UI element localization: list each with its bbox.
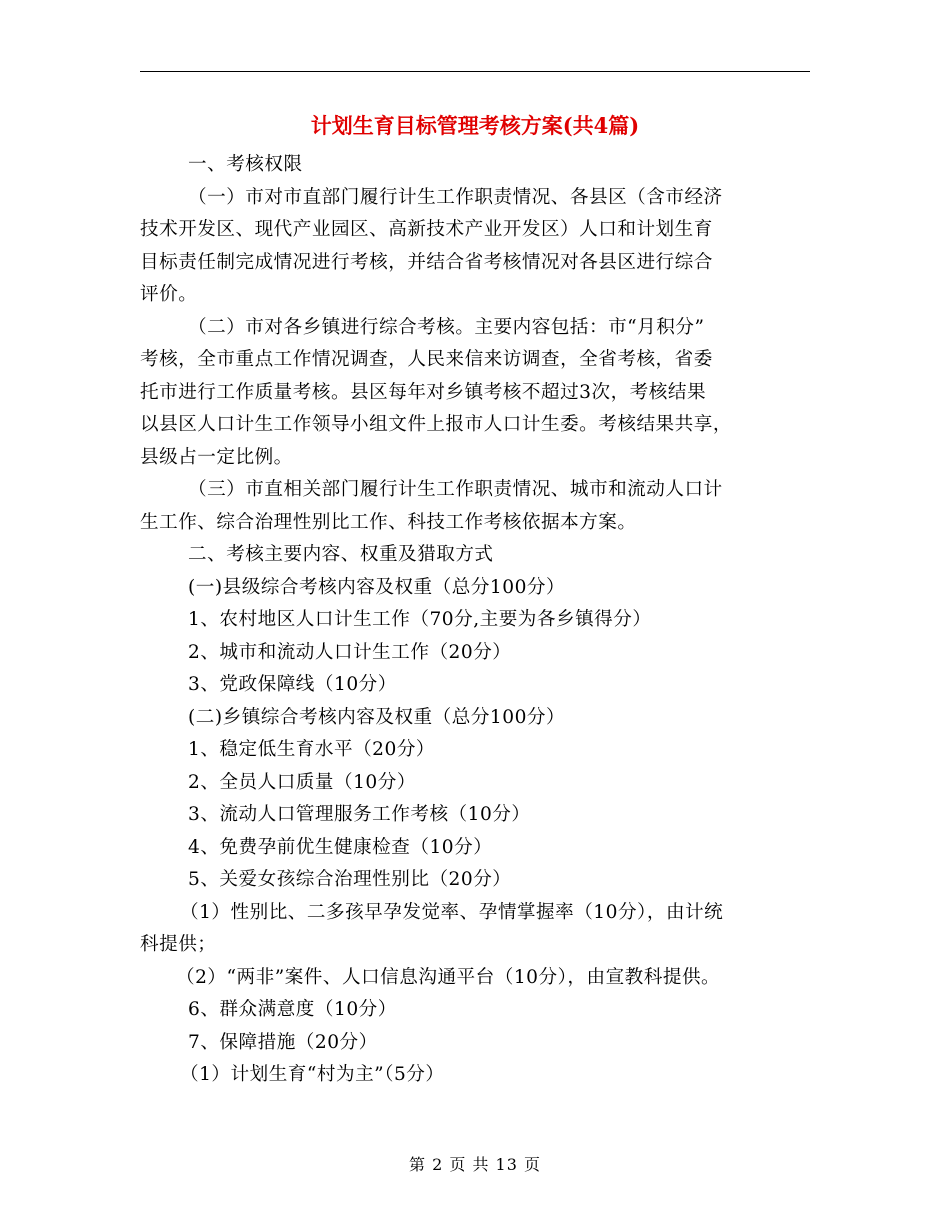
section-heading: 一、考核权限 — [188, 154, 303, 175]
paragraph-line: 考核，全市重点工作情况调查，人民来信来访调查，全省考核，省委 — [140, 349, 713, 370]
subsection-heading: (二)乡镇综合考核内容及权重（总分100分） — [188, 706, 566, 728]
header-rule — [140, 71, 810, 72]
list-item: 2、全员人口质量（10分） — [188, 771, 416, 793]
paragraph-line: 以县区人口计生工作领导小组文件上报市人口计生委。考核结果共享， — [140, 414, 732, 435]
subsection-heading: (一)县级综合考核内容及权重（总分100分） — [188, 576, 566, 598]
list-item: 1、稳定低生育水平（20分） — [188, 739, 436, 760]
paragraph-line: 目标责任制完成情况进行考核，并结合省考核情况对各县区进行综合 — [140, 251, 713, 273]
list-item: 6、群众满意度（10分） — [188, 999, 397, 1020]
paragraph-line: 评价。 — [140, 284, 198, 305]
list-item: 5、关爱女孩综合治理性别比（20分） — [188, 869, 512, 890]
paragraph-line: （一）市对市直部门履行计生工作职责情况、各县区（含市经济 — [188, 186, 723, 208]
paragraph-line: 县级占一定比例。 — [140, 446, 293, 468]
list-item: 3、流动人口管理服务工作考核（10分） — [188, 804, 531, 825]
list-subitem: （2）“两非”案件、人口信息沟通平台（10分），由宣教科提供。 — [176, 966, 721, 988]
paragraph-line: 生工作、综合治理性别比工作、科技工作考核依据本方案。 — [140, 511, 637, 533]
list-item: 3、党政保障线（10分） — [188, 674, 397, 695]
list-subitem: （1）计划生育“村为主”（5分） — [180, 1064, 445, 1085]
section-heading: 二、考核主要内容、权重及猎取方式 — [188, 544, 494, 565]
document-body — [140, 149, 810, 1092]
list-item: 1、农村地区人口计生工作（70分,主要为各乡镇得分） — [188, 609, 652, 630]
document-title: 计划生育目标管理考核方案(共4篇) — [310, 113, 640, 138]
paragraph-line: （二）市对各乡镇进行综合考核。主要内容包括：市“月积分” — [188, 316, 705, 338]
list-subitem: （1）性别比、二多孩早孕发觉率、孕情掌握率（10分），由计统 — [180, 901, 724, 923]
list-subitem-continuation: 科提供； — [140, 934, 217, 955]
list-item: 2、城市和流动人口计生工作（20分） — [188, 641, 512, 663]
list-item: 7、保障措施（20分） — [188, 1031, 378, 1053]
paragraph-line: （三）市直相关部门履行计生工作职责情况、城市和流动人口计 — [188, 479, 723, 500]
page-number: 第 2 页 共 13 页 — [409, 1155, 541, 1174]
list-item: 4、免费孕前优生健康检查（10分） — [188, 836, 493, 858]
paragraph-line: 托市进行工作质量考核。县区每年对乡镇考核不超过3次，考核结果 — [140, 381, 707, 403]
paragraph-line: 技术开发区、现代产业园区、高新技术产业开发区）人口和计划生育 — [140, 219, 713, 240]
